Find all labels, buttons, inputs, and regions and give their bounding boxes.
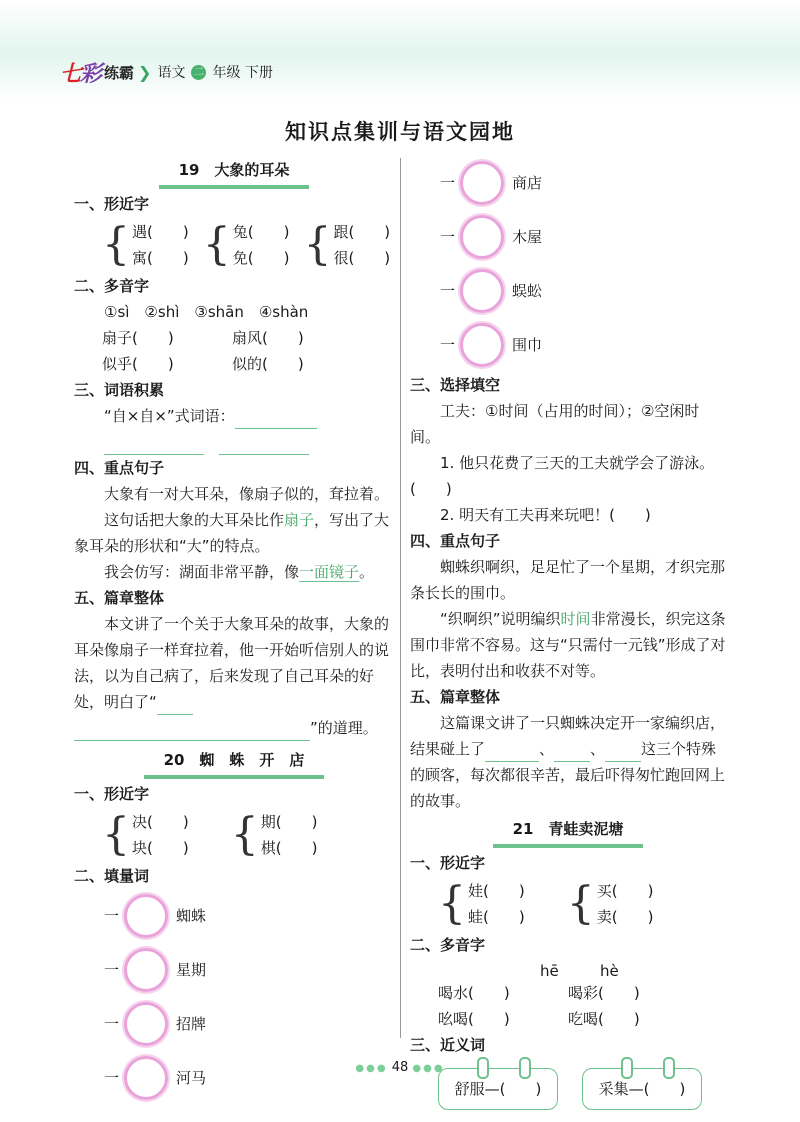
synonym-card: 采集—( ) xyxy=(582,1068,702,1110)
definition: 工夫：①时间（占用的时间）；②空闲时间。 xyxy=(410,402,700,446)
polyphone-row: 似乎( ) 似的( ) xyxy=(102,355,304,373)
polyphone-row: 扇子( ) 扇风( ) xyxy=(102,329,304,347)
measure-word-items: 一 蜘蛛 一 星期 一 招牌 一 河马 xyxy=(104,889,394,1105)
flower-blank-icon xyxy=(460,161,504,205)
section-heading: 三、选择填空 xyxy=(410,376,501,394)
polyphone-row: 喝水( ) 喝彩( ) xyxy=(438,984,640,1002)
section-heading: 三、近义词 xyxy=(410,1036,486,1054)
brand-name: 练霸 xyxy=(104,63,135,82)
shape-char-groups: { 娃( ) 蛙( ) { 买( ) 卖( ) xyxy=(438,878,654,929)
lesson-heading: 20 蜘 蛛 开 店 xyxy=(74,747,394,777)
section-heading: 二、多音字 xyxy=(410,936,486,954)
flower-blank-icon xyxy=(124,948,168,992)
chevron-right-icon: ❯ xyxy=(138,62,152,82)
question-1: 1. 他只花费了三天的工夫就学会了游泳。( ) xyxy=(410,454,715,498)
sentence-analysis: “织啊织”说明编织时间非常漫长，织完这条围巾非常不容易。这与“只需付一元钱”形成了对比，表明付出和收获不对等。 xyxy=(410,610,726,680)
flower-blank-icon xyxy=(460,269,504,313)
lesson-heading: 19 大象的耳朵 xyxy=(74,157,394,187)
grade-badge: 二 xyxy=(191,65,206,80)
polyphone-row: 吆喝( ) 吃喝( ) xyxy=(438,1010,640,1028)
page-header xyxy=(60,58,273,86)
grade-label: 年级 下册 xyxy=(212,65,273,81)
answer-blanks xyxy=(74,429,394,455)
section-heading: 二、填量词 xyxy=(74,867,150,885)
brand-logo: 七彩 xyxy=(60,60,101,87)
page-number: ●●● 48 ●●● xyxy=(355,1060,445,1075)
pinyin-options: ①sì ②shì ③shān ④shàn xyxy=(104,303,309,321)
shape-char-groups: { 遇( ) 寓( ) { 兔( ) 免( ) { 跟( ) 很( ) xyxy=(102,219,391,270)
flower-blank-icon xyxy=(124,894,168,938)
section-heading: 一、形近字 xyxy=(74,195,150,213)
section-heading: 四、重点句子 xyxy=(74,459,165,477)
section-heading: 四、重点句子 xyxy=(410,532,501,550)
section-heading: 三、词语积累 xyxy=(74,381,165,399)
text-summary: 这篇课文讲了一只蜘蛛决定开一家编织店，结果碰上了 、 、 这三个特殊的顾客，每次都很辛苦，最后吓得匆忙跑回网上的故事。 xyxy=(410,714,726,810)
pinyin-options: hē hè xyxy=(540,962,619,980)
key-sentence: 蜘蛛织啊织，足足忙了一个星期，才织完那条长长的围巾。 xyxy=(410,558,726,602)
lesson-heading: 21 青蛙卖泥塘 xyxy=(410,816,726,846)
subject-label: 语文 xyxy=(157,65,186,81)
flower-blank-icon xyxy=(460,215,504,259)
section-heading: 一、形近字 xyxy=(410,854,486,872)
synonym-card: 舒服—( ) xyxy=(438,1068,558,1110)
left-column xyxy=(74,155,394,1105)
column-divider xyxy=(400,158,401,1038)
dots-icon: ●●● xyxy=(412,1063,445,1074)
shape-char-groups: { 决( ) 块( ) { 期( ) 棋( ) xyxy=(102,809,318,860)
word-accumulation: “自×自×”式词语： xyxy=(74,403,394,429)
flower-blank-icon xyxy=(124,1002,168,1046)
dots-icon: ●●● xyxy=(355,1063,388,1074)
section-heading: 五、篇章整体 xyxy=(410,688,501,706)
section-heading: 五、篇章整体 xyxy=(74,589,165,607)
sentence-analysis: 这句话把大象的大耳朵比作扇子，写出了大象耳朵的形状和“大”的特点。 xyxy=(74,511,390,555)
section-heading: 一、形近字 xyxy=(74,785,150,803)
right-column xyxy=(410,156,726,1110)
question-2: 2. 明天有工夫再来玩吧！( ) xyxy=(440,506,651,524)
imitation-writing: 我会仿写：湖面非常平静，像一面镜子。 xyxy=(104,563,375,581)
measure-word-items: 一 商店 一 木屋 一 蜈蚣 一 围巾 xyxy=(440,156,726,372)
key-sentence: 大象有一对大耳朵，像扇子似的，耷拉着。 xyxy=(104,485,390,503)
section-heading: 二、多音字 xyxy=(74,277,150,295)
flower-blank-icon xyxy=(460,323,504,367)
page-title: 知识点集训与语文园地 xyxy=(285,119,515,144)
text-summary: 本文讲了一个关于大象耳朵的故事，大象的耳朵像扇子一样耷拉着，他一开始听信别人的说法，以为自己病了，后来发现了自己耳朵的好处，明白了“ ”的道理。 xyxy=(74,611,394,741)
